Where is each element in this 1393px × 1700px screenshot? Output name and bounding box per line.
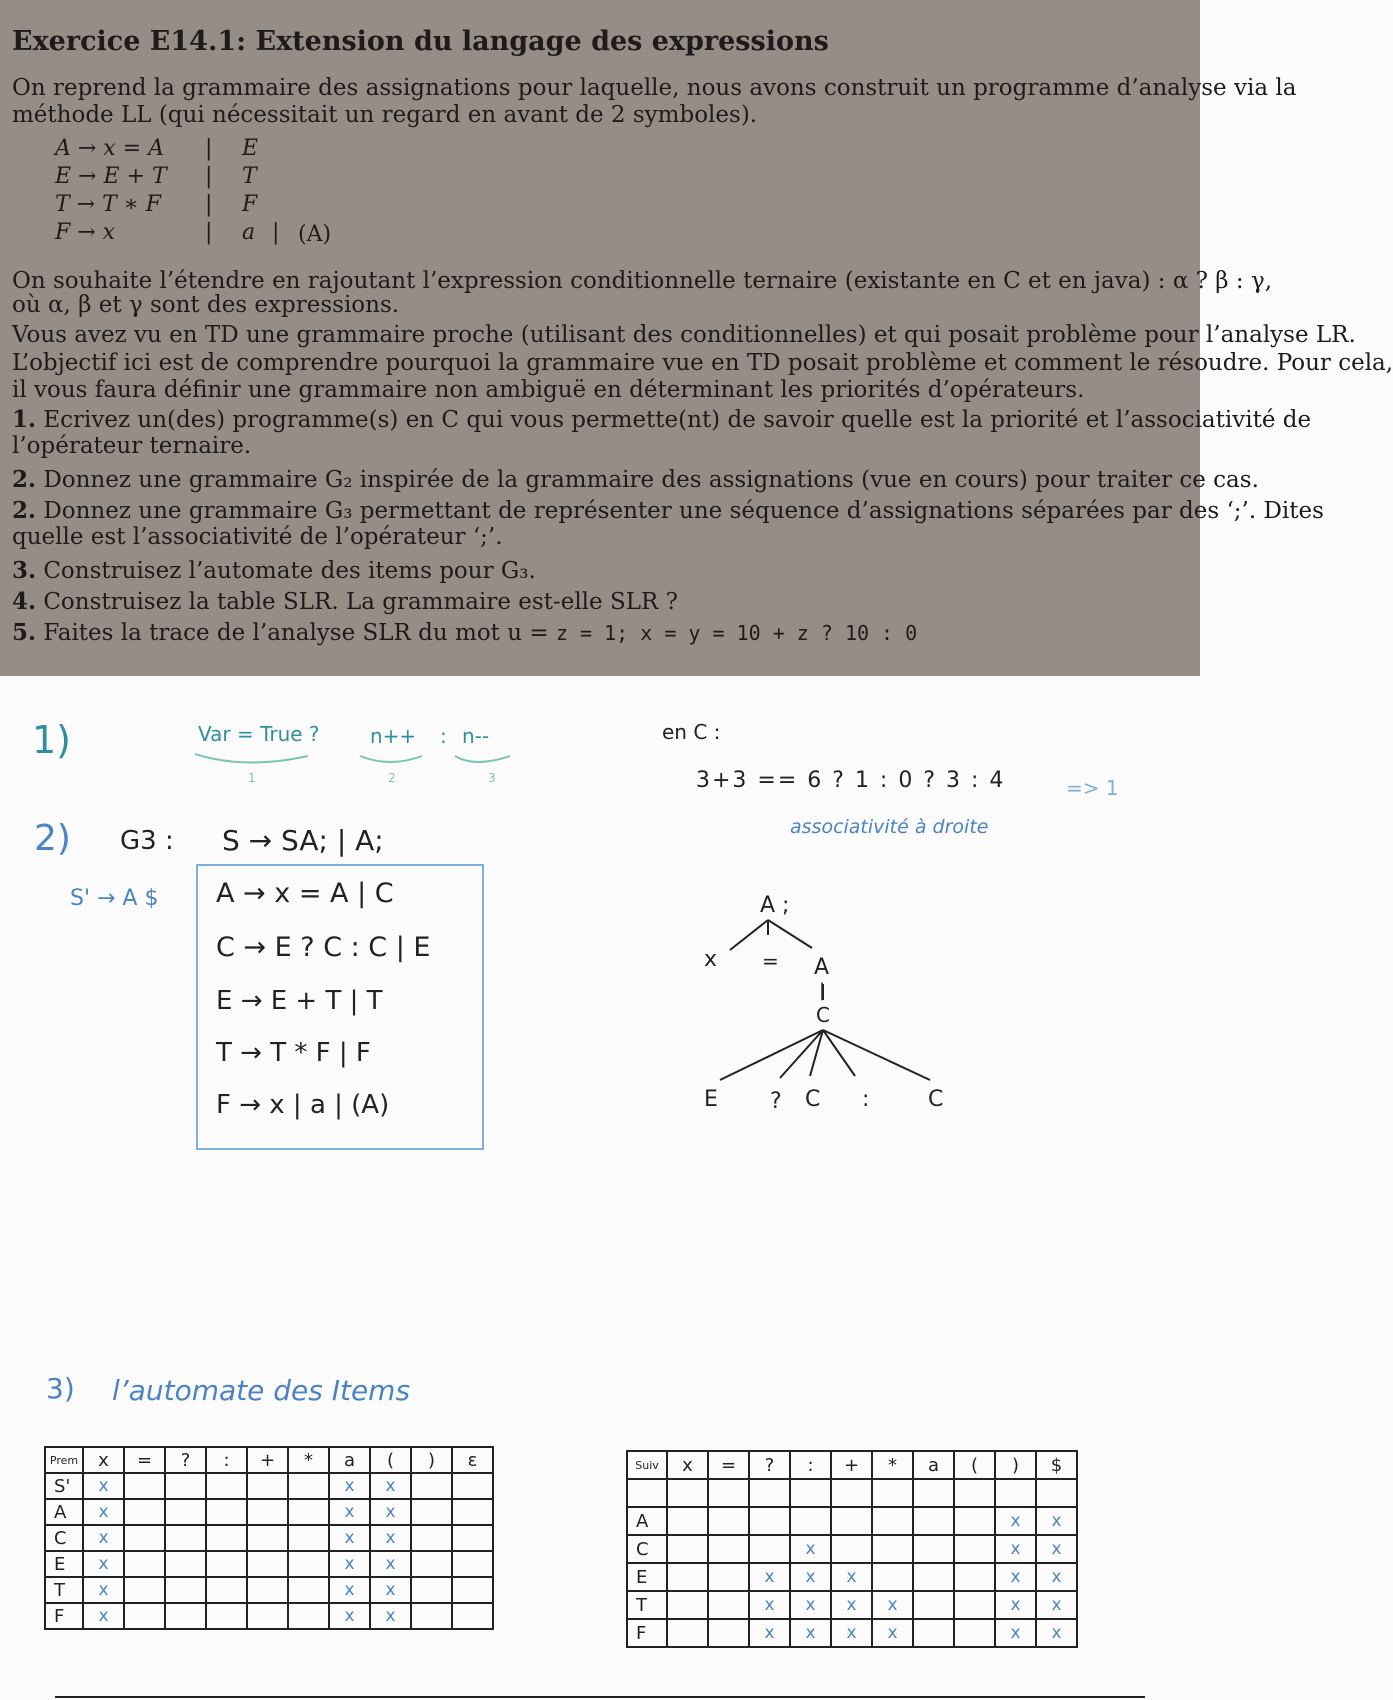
question-2b-cont: quelle est l’associativité de l’opérateur ‘;’. [12,524,503,550]
table-cell [165,1551,206,1577]
grammar-rule-lhs: F → x [55,220,116,245]
column-header: * [288,1447,329,1473]
question-3: 3. Construisez l’automate des items pour G₃. [12,557,536,584]
table-cell [206,1525,247,1551]
row-label: F [45,1603,83,1629]
row-label: A [627,1507,667,1535]
column-header: ε [452,1447,493,1473]
column-header: ( [370,1447,411,1473]
table-cell: x [995,1535,1036,1563]
table-cell [913,1563,954,1591]
table-cell: x [83,1525,124,1551]
tree-node-c2: C [805,1087,821,1112]
column-header: a [913,1451,954,1479]
table-cell [411,1525,452,1551]
table-cell [667,1507,708,1535]
tree-link: | [819,980,826,1001]
column-header: $ [1036,1451,1077,1479]
table-cell: x [83,1473,124,1499]
g3-rule: C → E ? C : C | E [216,932,431,963]
table-cell: x [872,1591,913,1619]
table-cell [708,1619,749,1647]
table-cell: x [329,1577,370,1603]
table-cell [872,1507,913,1535]
table-row [45,1577,493,1603]
column-header: : [790,1451,831,1479]
table-cell [667,1535,708,1563]
table-cell: x [83,1603,124,1629]
table-cell [452,1525,493,1551]
tree-root: A ; [760,893,790,918]
table-row [627,1535,1077,1563]
row-label: E [627,1563,667,1591]
column-header: : [206,1447,247,1473]
table-cell [288,1525,329,1551]
grammar-sep: | [205,136,213,161]
table-cell [165,1603,206,1629]
table-cell [749,1479,790,1507]
table-cell [995,1479,1036,1507]
grammar-sep: | [205,192,213,217]
tree-node-question: ? [770,1089,782,1114]
table-cell [831,1507,872,1535]
table-cell [831,1535,872,1563]
associativity-note: associativité à droite [790,816,989,838]
table-row [627,1507,1077,1535]
table-cell [452,1473,493,1499]
table-cell: x [872,1619,913,1647]
td-line-3: il vous faura définir une grammaire non ambiguë en déterminant les priorités d’opérateurs. [12,377,1085,403]
q1-expr-else: n-- [462,724,490,748]
ternary-line-1: On souhaite l’étendre en rajoutant l’expression conditionnelle ternaire (existante en C et en java) : α ? β : γ, [12,268,1273,294]
ternary-line-2: où α, β et γ sont des expressions. [12,292,400,318]
table-cell [288,1603,329,1629]
table-cell: x [329,1551,370,1577]
column-header: x [667,1451,708,1479]
table-cell [411,1473,452,1499]
g3-rule: A → x = A | C [216,878,394,909]
table-cell [288,1473,329,1499]
q1-index-1: 1 [248,771,256,785]
column-header: = [124,1447,165,1473]
table-cell: x [370,1473,411,1499]
table-cell [749,1507,790,1535]
table-cell [411,1603,452,1629]
row-label: T [627,1591,667,1619]
table-cell: x [749,1563,790,1591]
table-cell [206,1473,247,1499]
table-cell [247,1551,288,1577]
q1-colon: : [440,724,447,748]
column-header: ( [954,1451,995,1479]
table-cell [165,1473,206,1499]
bottom-rule [55,1696,1145,1698]
intro-line-2: méthode LL (qui nécessitait un regard en avant de 2 symboles). [12,102,758,128]
tree-node-x: x [704,947,718,972]
tree-node-c: C [816,1003,830,1027]
table-cell [452,1551,493,1577]
table-cell [790,1479,831,1507]
table-cell [913,1479,954,1507]
table-cell: x [1036,1535,1077,1563]
intro-line-1: On reprend la grammaire des assignations pour laquelle, nous avons construit un programme d’analyse via la [12,75,1297,101]
question-2b: 2. Donnez une grammaire G₃ permettant de représenter une séquence d’assignations séparées par des ‘;’. Dites [12,497,1324,524]
table-cell [708,1507,749,1535]
tree-node-e: E [704,1087,718,1112]
q1-index-3: 3 [488,771,496,785]
table-cell [247,1525,288,1551]
table-cell [411,1551,452,1577]
table-cell: x [1036,1619,1077,1647]
grammar-rule-lhs: T → T ∗ F [55,192,161,217]
table-cell [411,1499,452,1525]
table-cell [954,1619,995,1647]
q1-label: 1) [32,718,72,762]
table-cell: x [1036,1563,1077,1591]
table-cell [165,1499,206,1525]
table-cell [124,1473,165,1499]
premier-table [44,1446,494,1630]
suivant-table [626,1450,1078,1648]
column-header: * [872,1451,913,1479]
row-label: A [45,1499,83,1525]
table-cell [872,1563,913,1591]
table-cell: x [790,1619,831,1647]
question-4: 4. Construisez la table SLR. La grammaire est-elle SLR ? [12,588,678,615]
table-cell: x [995,1619,1036,1647]
table-cell: x [370,1603,411,1629]
grammar-sep: | [205,164,213,189]
table-cell [708,1563,749,1591]
table-cell [288,1499,329,1525]
table-cell [452,1603,493,1629]
table-cell [288,1551,329,1577]
row-label: T [45,1577,83,1603]
grammar-rule-alt: F [242,192,258,217]
table-cell [667,1479,708,1507]
c-label: en C : [662,720,721,744]
g3-rule: E → E + T | T [216,986,383,1016]
table-row [45,1603,493,1629]
table-cell: x [790,1563,831,1591]
grammar-sep: | [205,220,213,245]
column-header: = [708,1451,749,1479]
table-corner: Prem [45,1447,83,1473]
tree-node-eq: = [762,949,779,973]
table-cell [913,1535,954,1563]
trace-word: z = 1; x = y = 10 + z ? 10 : 0 [555,621,918,645]
table-cell [165,1577,206,1603]
table-cell [124,1577,165,1603]
c-result: => 1 [1066,776,1119,800]
table-cell [124,1525,165,1551]
tree-node-colon: : [862,1087,870,1112]
table-cell [872,1479,913,1507]
table-cell [831,1479,872,1507]
table-cell [124,1603,165,1629]
table-row [45,1473,493,1499]
g3-start-rule: S → SA; | A; [222,824,384,857]
table-cell [913,1507,954,1535]
table-header-row [627,1451,1077,1479]
table-cell: x [370,1525,411,1551]
column-header: ? [165,1447,206,1473]
q3-title: l’automate des Items [112,1374,411,1407]
column-header: ) [995,1451,1036,1479]
table-cell [872,1535,913,1563]
table-cell [913,1591,954,1619]
td-line-2: L’objectif ici est de comprendre pourquoi la grammaire vue en TD posait problème et comment le résoudre. Pour cela, [12,350,1393,376]
question-1-cont: l’opérateur ternaire. [12,433,252,459]
table-cell: x [831,1591,872,1619]
table-cell [124,1499,165,1525]
table-cell: x [831,1563,872,1591]
grammar-rule-alt: (A) [298,222,332,247]
grammar-rule-alt: a [242,220,256,245]
q1-expr-condition: Var = True ? [198,722,320,746]
table-cell: x [995,1563,1036,1591]
table-cell [954,1507,995,1535]
table-cell [247,1603,288,1629]
table-cell: x [329,1473,370,1499]
q1-expr-then: n++ [370,724,417,748]
table-cell [913,1619,954,1647]
question-2a: 2. Donnez une grammaire G₂ inspirée de la grammaire des assignations (vue en cours) pour traiter ce cas. [12,466,1259,493]
table-cell: x [749,1619,790,1647]
grammar-rule-alt: T [242,164,257,189]
row-label: C [627,1535,667,1563]
grammar-rule-lhs: E → E + T [55,164,167,189]
table-cell [790,1507,831,1535]
table-cell [954,1535,995,1563]
table-row [627,1591,1077,1619]
g3-label: G3 : [120,826,174,856]
table-cell [288,1577,329,1603]
table-cell [247,1577,288,1603]
table-row [45,1499,493,1525]
q1-index-2: 2 [388,771,396,785]
tree-node-c3: C [928,1087,944,1112]
table-cell: x [995,1507,1036,1535]
table-corner: Suiv [627,1451,667,1479]
table-cell: x [790,1535,831,1563]
table-cell: x [83,1577,124,1603]
table-cell [954,1479,995,1507]
table-cell [206,1577,247,1603]
column-header: + [831,1451,872,1479]
table-cell: x [1036,1507,1077,1535]
table-cell: x [370,1551,411,1577]
table-cell [954,1591,995,1619]
table-cell [667,1591,708,1619]
table-cell [954,1563,995,1591]
table-cell: x [995,1591,1036,1619]
g3-augmented-rule: S' → A $ [70,886,159,911]
table-cell [124,1551,165,1577]
column-header: + [247,1447,288,1473]
table-cell [749,1535,790,1563]
g3-rules-box [196,864,484,1150]
table-cell [206,1603,247,1629]
table-cell [667,1619,708,1647]
table-cell [708,1591,749,1619]
row-label [627,1479,667,1507]
row-label: E [45,1551,83,1577]
exercise-title: Exercice E14.1: Extension du langage des expressions [12,26,829,57]
table-cell: x [1036,1591,1077,1619]
q3-label: 3) [46,1372,75,1405]
table-cell: x [749,1591,790,1619]
table-cell: x [370,1499,411,1525]
table-row [627,1479,1077,1507]
grammar-sep: | [272,220,280,245]
table-cell [206,1499,247,1525]
table-cell: x [329,1525,370,1551]
grammar-rule-lhs: A → x = A [55,136,165,161]
table-cell [667,1563,708,1591]
table-cell: x [83,1551,124,1577]
table-cell: x [790,1591,831,1619]
table-row [45,1551,493,1577]
column-header: ) [411,1447,452,1473]
g3-rule: F → x | a | (A) [216,1090,390,1120]
question-5: 5. Faites la trace de l’analyse SLR du mot u = z = 1; x = y = 10 + z ? 10 : 0 [12,619,918,646]
table-cell: x [370,1577,411,1603]
table-cell [411,1577,452,1603]
tree-node-a: A [814,955,830,980]
derivation-tree [680,880,980,1130]
table-cell [247,1473,288,1499]
row-label: F [627,1619,667,1647]
grammar-rule-alt: E [242,136,259,161]
column-header: ? [749,1451,790,1479]
table-cell [165,1525,206,1551]
table-cell [206,1551,247,1577]
table-cell [1036,1479,1077,1507]
td-line-1: Vous avez vu en TD une grammaire proche (utilisant des conditionnelles) et qui posait problème pour l’analyse LR. [12,322,1356,348]
table-cell: x [329,1499,370,1525]
table-cell [708,1535,749,1563]
table-cell: x [329,1603,370,1629]
row-label: S' [45,1473,83,1499]
exercise-sheet [0,0,1393,676]
table-row [627,1619,1077,1647]
table-cell: x [831,1619,872,1647]
column-header: a [329,1447,370,1473]
q1-underlines [190,748,530,788]
question-1: 1. Ecrivez un(des) programme(s) en C qui vous permette(nt) de savoir quelle est la priorité et l’associativité de [12,406,1312,433]
table-row [45,1525,493,1551]
column-header: x [83,1447,124,1473]
table-cell [247,1499,288,1525]
row-label: C [45,1525,83,1551]
table-cell [452,1577,493,1603]
table-row [627,1563,1077,1591]
table-cell [708,1479,749,1507]
table-cell: x [83,1499,124,1525]
table-cell [452,1499,493,1525]
table-header-row [45,1447,493,1473]
q2-label: 2) [34,818,71,859]
g3-rule: T → T * F | F [216,1038,371,1068]
c-expression: 3+3 == 6 ? 1 : 0 ? 3 : 4 [696,768,1006,793]
